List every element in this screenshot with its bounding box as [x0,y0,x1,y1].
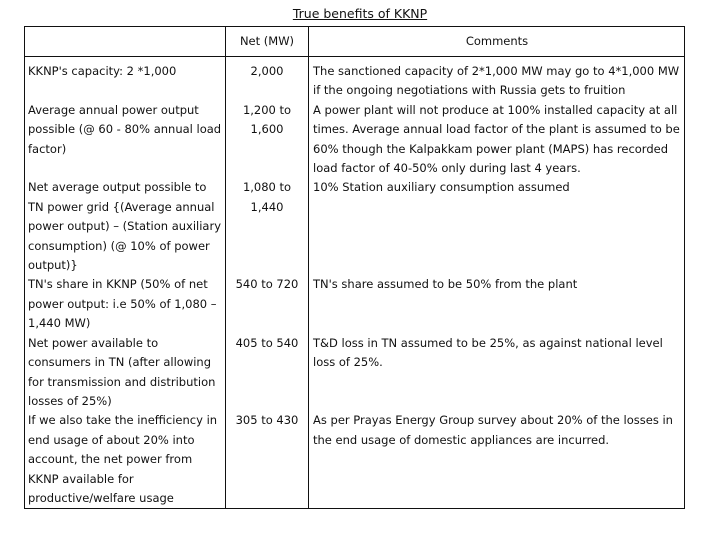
row-comment: The sanctioned capacity of 2*1,000 MW may go to 4*1,000 MW if the ongoing negotiations with Russia gets to fruition [309,57,685,101]
row-comment: A power plant will not produce at 100% installed capacity at all times. Average annual load factor of the plant is assumed to be 60% though the Kalpakkam power plant (MAPS) has recorded load factor of 40-50% only during last 4 years. [309,101,685,179]
row-label: Net average output possible to TN power grid {(Average annual power output) – (Station auxiliary consumption) (@ 10% of power output)} [25,178,226,275]
table-row [25,101,685,179]
table-row [25,178,685,275]
row-value: 305 to 430 [226,411,309,509]
table-row [25,57,685,101]
table-row [25,275,685,333]
row-comment: T&D loss in TN assumed to be 25%, as against national level loss of 25%. [309,334,685,412]
header-col1 [25,27,226,57]
row-value: 1,200 to 1,600 [242,102,292,137]
header-net-mw: Net (MW) [226,27,309,57]
table-row [25,411,685,509]
row-value: 405 to 540 [235,335,299,350]
benefits-table [24,26,685,509]
row-label: If we also take the inefficiency in end usage of about 20% into account, the net power from KKNP available for productive/welfare usage [25,411,226,509]
row-label: KKNP's capacity: 2 *1,000 [25,57,226,101]
row-value: 540 to 720 [235,277,299,292]
row-label: Net power available to consumers in TN (after allowing for transmission and distribution losses of 25%) [25,334,226,412]
table-header-row [25,27,685,57]
header-comments: Comments [309,27,685,57]
row-value: 2,000 [250,64,284,78]
row-label: Average annual power output possible (@ 60 - 80% annual load factor) [25,101,226,179]
row-label: TN's share in KKNP (50% of net power output: i.e 50% of 1,080 – 1,440 MW) [25,275,226,333]
table-row [25,334,685,412]
row-comment: As per Prayas Energy Group survey about 20% of the losses in the end usage of domestic appliances are incurred. [309,411,685,509]
row-comment: 10% Station auxiliary consumption assumed [309,178,685,275]
row-comment: TN's share assumed to be 50% from the plant [309,275,685,333]
page-title: True benefits of KKNP [292,6,428,21]
row-value: 1,080 to 1,440 [242,180,292,214]
